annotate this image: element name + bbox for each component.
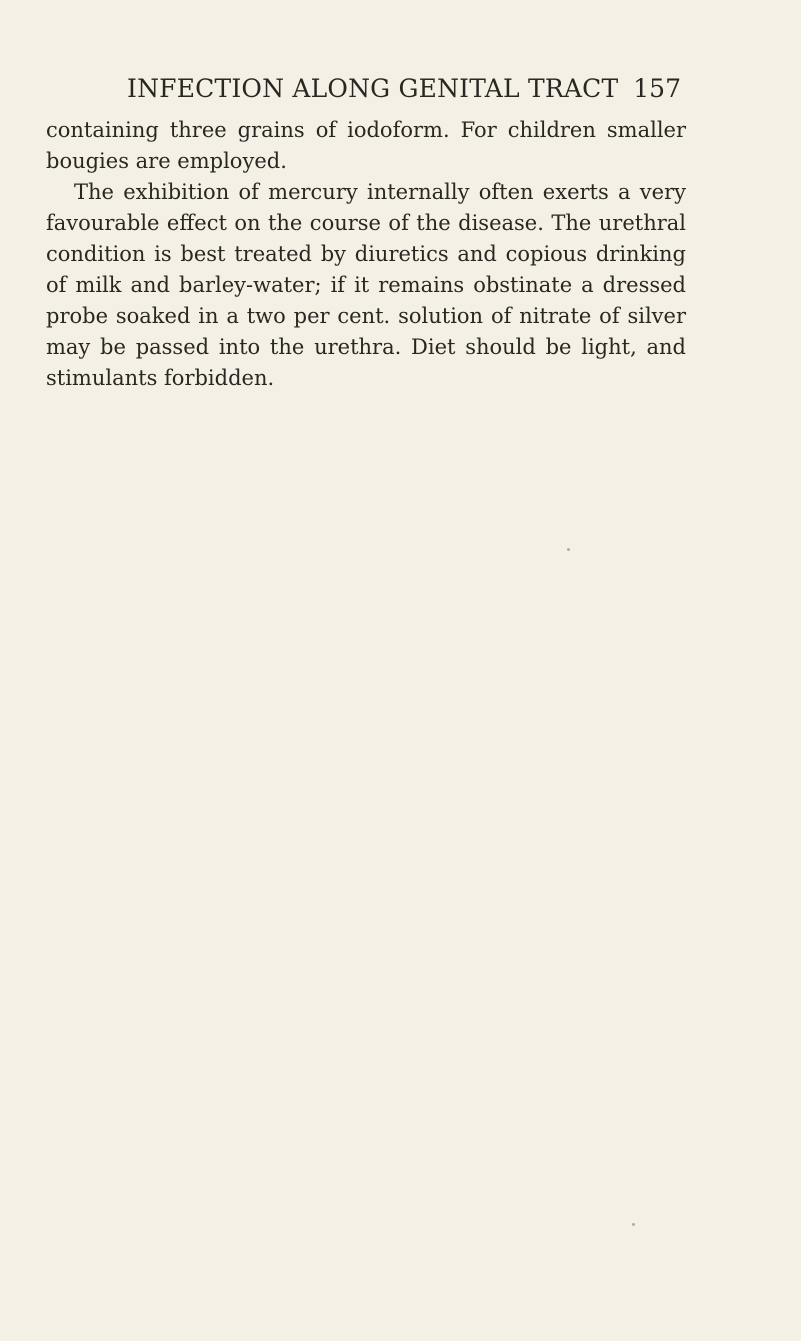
text-line: containing three grains of iodoform. For children smaller: [46, 118, 686, 142]
text-line: favourable effect on the course of the disease. The urethral: [46, 211, 686, 235]
paper-speck: [567, 548, 570, 551]
running-title: INFECTION ALONG GENITAL TRACT: [127, 74, 619, 103]
text-line: condition is best treated by diuretics and copious drinking: [46, 242, 686, 266]
text-line: may be passed into the urethra. Diet should be light, and: [46, 335, 686, 359]
page-number: 157: [633, 74, 681, 103]
text-line: of milk and barley-water; if it remains obstinate a dressed: [46, 273, 686, 297]
text-line: bougies are employed.: [46, 149, 287, 173]
paper-speck: [632, 1223, 635, 1226]
text-line: The exhibition of mercury internally often exerts a very: [74, 180, 686, 204]
running-head: [127, 74, 681, 108]
text-line: probe soaked in a two per cent. solution of nitrate of silver: [46, 304, 686, 328]
text-line: stimulants forbidden.: [46, 366, 275, 390]
body-paragraphs: [46, 115, 686, 394]
